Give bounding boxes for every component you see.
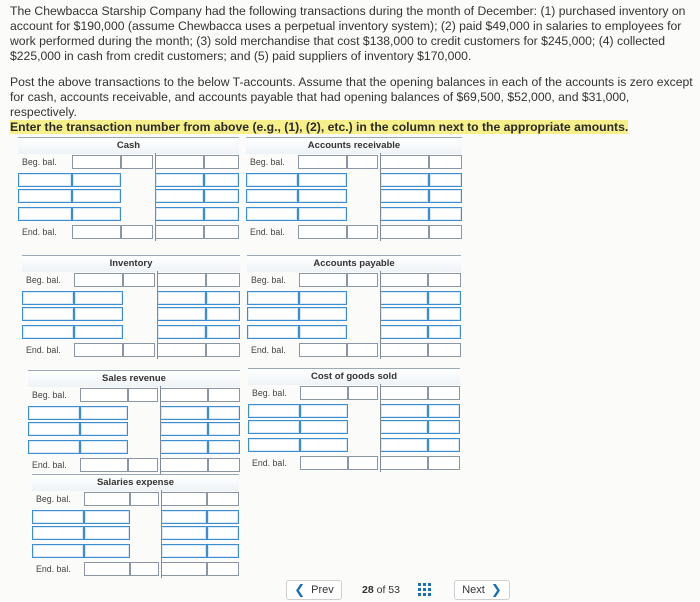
problem-paragraph-2-text: Post the above transactions to the below T-accounts. Assume that the opening balances in each of the accounts is zero except for cash, accounts receivable, and accounts payable that had opening balances of $69,500, $52,000, and $31,000, respectively.: [10, 75, 693, 119]
credit-amount-input[interactable]: [380, 225, 429, 239]
debit-ref-input[interactable]: [123, 273, 155, 287]
credit-amount-input[interactable]: [161, 492, 207, 506]
credit-ref-input[interactable]: [428, 291, 461, 305]
credit-ref-input[interactable]: [204, 207, 239, 221]
credit-ref-input[interactable]: [428, 438, 460, 452]
debit-ref-input[interactable]: [348, 386, 378, 400]
chevron-left-icon: ❮: [294, 582, 306, 597]
end-bal-label: End. bal.: [32, 460, 67, 470]
t-divider: [160, 386, 161, 474]
debit-ref-input[interactable]: [18, 207, 72, 221]
debit-amount-input[interactable]: [72, 225, 121, 239]
t-account-salaries-expense: [32, 474, 239, 600]
credit-amount-input[interactable]: [380, 207, 429, 221]
account-row: [246, 155, 462, 169]
debit-ref-input[interactable]: [18, 189, 72, 203]
credit-ref-input[interactable]: [429, 189, 462, 203]
end-bal-label: End. bal.: [252, 458, 287, 468]
debit-ref-input[interactable]: [130, 562, 159, 576]
debit-ref-input[interactable]: [28, 422, 80, 436]
t-divider: [380, 153, 381, 241]
debit-amount-input[interactable]: [84, 544, 130, 558]
credit-ref-input[interactable]: [429, 173, 462, 187]
account-row: [247, 273, 461, 287]
credit-ref-input[interactable]: [428, 307, 461, 321]
account-row: [22, 273, 240, 287]
account-row: [18, 155, 239, 169]
account-row: [246, 189, 462, 203]
credit-amount-input[interactable]: [380, 438, 428, 452]
t-divider: [157, 271, 158, 359]
next-label: Next: [462, 584, 485, 596]
debit-amount-input[interactable]: [80, 406, 128, 420]
credit-ref-input[interactable]: [204, 225, 239, 239]
debit-amount-input[interactable]: [84, 492, 130, 506]
prev-label: Prev: [311, 584, 334, 596]
beg-bal-label: Beg. bal.: [250, 157, 285, 167]
beg-bal-label: Beg. bal.: [32, 390, 67, 400]
t-account-inventory: [22, 255, 240, 381]
t-divider: [380, 384, 381, 472]
account-title: Inventory: [109, 258, 153, 269]
debit-ref-input[interactable]: [32, 526, 84, 540]
debit-ref-input[interactable]: [123, 343, 155, 357]
debit-ref-input[interactable]: [347, 155, 378, 169]
debit-amount-input[interactable]: [72, 155, 121, 169]
account-row: [247, 291, 461, 305]
credit-amount-input[interactable]: [155, 207, 204, 221]
debit-amount-input[interactable]: [80, 458, 128, 472]
credit-ref-input[interactable]: [428, 456, 460, 470]
debit-ref-input[interactable]: [128, 458, 158, 472]
credit-ref-input[interactable]: [208, 422, 240, 436]
account-row: [248, 404, 460, 418]
credit-amount-input[interactable]: [157, 343, 206, 357]
account-row: [32, 526, 239, 540]
beg-bal-label: Beg. bal.: [36, 494, 71, 504]
debit-amount-input[interactable]: [299, 273, 347, 287]
debit-amount-input[interactable]: [72, 173, 121, 187]
debit-ref-input[interactable]: [348, 456, 378, 470]
credit-ref-input[interactable]: [207, 526, 239, 540]
account-row: [247, 307, 461, 321]
debit-amount-input[interactable]: [84, 526, 130, 540]
credit-ref-input[interactable]: [204, 155, 239, 169]
credit-ref-input[interactable]: [428, 404, 460, 418]
debit-amount-input[interactable]: [74, 343, 123, 357]
account-header: [32, 474, 239, 491]
account-row: [248, 420, 460, 434]
t-account-accounts-receivable: [246, 137, 462, 263]
credit-ref-input[interactable]: [208, 406, 240, 420]
account-row: [22, 291, 240, 305]
beg-bal-label: Beg. bal.: [251, 275, 286, 285]
debit-amount-input[interactable]: [80, 388, 128, 402]
debit-amount-input[interactable]: [74, 325, 123, 339]
credit-ref-input[interactable]: [207, 510, 239, 524]
debit-amount-input[interactable]: [74, 291, 123, 305]
account-title: Cash: [116, 140, 141, 151]
account-row: [18, 207, 239, 221]
debit-ref-input[interactable]: [22, 291, 74, 305]
debit-amount-input[interactable]: [299, 325, 347, 339]
account-row: [28, 422, 240, 436]
prev-button[interactable]: [286, 580, 342, 600]
credit-ref-input[interactable]: [429, 155, 462, 169]
credit-ref-input[interactable]: [208, 388, 240, 402]
page-total: 53: [388, 584, 400, 596]
account-row: [246, 207, 462, 221]
debit-amount-input[interactable]: [299, 307, 347, 321]
debit-amount-input[interactable]: [72, 207, 121, 221]
credit-amount-input[interactable]: [160, 388, 208, 402]
credit-amount-input[interactable]: [160, 458, 208, 472]
t-account-accounts-payable: [247, 255, 461, 381]
account-header: [247, 255, 461, 272]
credit-amount-input[interactable]: [160, 440, 208, 454]
t-divider: [161, 490, 162, 578]
debit-amount-input[interactable]: [298, 225, 347, 239]
debit-ref-input[interactable]: [248, 438, 300, 452]
account-title: Cost of goods sold: [310, 371, 398, 382]
credit-amount-input[interactable]: [380, 291, 428, 305]
credit-ref-input[interactable]: [208, 458, 240, 472]
debit-amount-input[interactable]: [74, 273, 123, 287]
credit-ref-input[interactable]: [206, 291, 240, 305]
account-row: [32, 544, 239, 558]
end-bal-label: End. bal.: [26, 345, 61, 355]
problem-paragraph-1: The Chewbacca Starship Company had the following transactions during the month of December: (1) purchased inventory on account for $190,000 (assume Chewbacca uses a perpetual inventory system); (2) paid $49,000 in salaries to employees for work performed during the month; (3) sold merchandise that cost $138,000 to credit customers for $245,000; (4) collected $225,000 in cash from credit customers; and (5) paid suppliers of inventory $170,000.: [10, 4, 686, 63]
problem-paragraph-2: [10, 75, 694, 135]
account-header: [18, 137, 239, 154]
debit-amount-input[interactable]: [72, 189, 121, 203]
debit-ref-input[interactable]: [128, 388, 158, 402]
credit-ref-input[interactable]: [206, 343, 240, 357]
credit-ref-input[interactable]: [204, 189, 239, 203]
account-header: [248, 368, 460, 385]
account-row: [18, 173, 239, 187]
debit-ref-input[interactable]: [246, 173, 298, 187]
credit-ref-input[interactable]: [428, 325, 461, 339]
credit-ref-input[interactable]: [204, 173, 239, 187]
credit-ref-input[interactable]: [207, 492, 239, 506]
credit-amount-input[interactable]: [155, 225, 204, 239]
debit-ref-input[interactable]: [121, 155, 153, 169]
credit-amount-input[interactable]: [380, 307, 428, 321]
end-bal-label: End. bal.: [250, 227, 285, 237]
beg-bal-label: Beg. bal.: [26, 275, 61, 285]
account-row: [247, 325, 461, 339]
account-title: Sales revenue: [102, 373, 166, 384]
debit-ref-input[interactable]: [28, 406, 80, 420]
account-header: [22, 255, 240, 272]
account-row: [246, 225, 462, 239]
debit-amount-input[interactable]: [80, 422, 128, 436]
credit-amount-input[interactable]: [380, 343, 428, 357]
debit-amount-input[interactable]: [299, 291, 347, 305]
debit-amount-input[interactable]: [84, 510, 130, 524]
credit-amount-input[interactable]: [160, 422, 208, 436]
end-bal-label: End. bal.: [251, 345, 286, 355]
credit-ref-input[interactable]: [207, 544, 239, 558]
credit-ref-input[interactable]: [429, 207, 462, 221]
debit-ref-input[interactable]: [22, 325, 74, 339]
debit-ref-input[interactable]: [347, 273, 378, 287]
chevron-right-icon: ❯: [490, 582, 502, 597]
instruction-highlight: Enter the transaction number from above (e.g., (1), (2), etc.) in the column next to the appropriate amounts.: [10, 120, 629, 134]
page-of: of: [376, 584, 386, 596]
pagination-bar: [286, 580, 526, 600]
debit-amount-input[interactable]: [300, 420, 348, 434]
account-row: [22, 307, 240, 321]
credit-amount-input[interactable]: [160, 406, 208, 420]
credit-ref-input[interactable]: [206, 307, 240, 321]
credit-amount-input[interactable]: [380, 325, 428, 339]
credit-amount-input[interactable]: [380, 386, 428, 400]
debit-amount-input[interactable]: [80, 440, 128, 454]
debit-ref-input[interactable]: [248, 420, 300, 434]
credit-amount-input[interactable]: [161, 526, 207, 540]
t-account-cost-of-goods-sold: [248, 368, 460, 494]
debit-ref-input[interactable]: [130, 492, 159, 506]
account-row: [22, 343, 240, 357]
credit-amount-input[interactable]: [157, 273, 206, 287]
debit-ref-input[interactable]: [248, 404, 300, 418]
debit-amount-input[interactable]: [298, 155, 347, 169]
credit-ref-input[interactable]: [428, 386, 460, 400]
debit-ref-input[interactable]: [18, 173, 72, 187]
credit-ref-input[interactable]: [428, 343, 461, 357]
account-row: [28, 406, 240, 420]
credit-amount-input[interactable]: [157, 307, 206, 321]
t-account-cash: [18, 137, 239, 263]
account-row: [246, 173, 462, 187]
debit-amount-input[interactable]: [298, 207, 347, 221]
page-indicator: [362, 584, 400, 596]
credit-amount-input[interactable]: [155, 155, 204, 169]
credit-ref-input[interactable]: [207, 562, 239, 576]
debit-ref-input[interactable]: [247, 325, 299, 339]
account-row: [32, 562, 239, 576]
account-row: [32, 492, 239, 506]
credit-amount-input[interactable]: [380, 189, 429, 203]
account-row: [28, 388, 240, 402]
grid-icon[interactable]: [418, 583, 431, 596]
account-row: [247, 343, 461, 357]
credit-ref-input[interactable]: [428, 273, 461, 287]
debit-ref-input[interactable]: [32, 544, 84, 558]
account-row: [18, 189, 239, 203]
debit-ref-input[interactable]: [28, 440, 80, 454]
debit-ref-input[interactable]: [121, 225, 153, 239]
debit-amount-input[interactable]: [300, 404, 348, 418]
credit-ref-input[interactable]: [429, 225, 462, 239]
credit-ref-input[interactable]: [428, 420, 460, 434]
debit-amount-input[interactable]: [298, 173, 347, 187]
end-bal-label: End. bal.: [36, 564, 71, 574]
account-row: [32, 510, 239, 524]
next-button[interactable]: [454, 580, 510, 600]
credit-amount-input[interactable]: [155, 173, 204, 187]
debit-ref-input[interactable]: [246, 189, 298, 203]
account-row: [248, 456, 460, 470]
debit-amount-input[interactable]: [300, 386, 348, 400]
debit-ref-input[interactable]: [347, 343, 378, 357]
debit-amount-input[interactable]: [299, 343, 347, 357]
credit-amount-input[interactable]: [380, 404, 428, 418]
debit-amount-input[interactable]: [300, 438, 348, 452]
account-row: [22, 325, 240, 339]
credit-amount-input[interactable]: [380, 420, 428, 434]
debit-ref-input[interactable]: [246, 207, 298, 221]
page-current: 28: [362, 584, 374, 596]
debit-ref-input[interactable]: [32, 510, 84, 524]
t-divider: [380, 271, 381, 359]
debit-amount-input[interactable]: [74, 307, 123, 321]
credit-amount-input[interactable]: [157, 291, 206, 305]
credit-ref-input[interactable]: [206, 325, 240, 339]
debit-ref-input[interactable]: [247, 291, 299, 305]
problem-text: [10, 4, 694, 135]
account-title: Accounts payable: [313, 258, 395, 269]
credit-ref-input[interactable]: [208, 440, 240, 454]
debit-ref-input[interactable]: [347, 225, 378, 239]
beg-bal-label: Beg. bal.: [22, 157, 57, 167]
credit-amount-input[interactable]: [161, 544, 207, 558]
credit-amount-input[interactable]: [157, 325, 206, 339]
account-title: Salaries expense: [96, 477, 175, 488]
debit-ref-input[interactable]: [22, 307, 74, 321]
debit-ref-input[interactable]: [247, 307, 299, 321]
credit-amount-input[interactable]: [161, 562, 207, 576]
account-row: [248, 438, 460, 452]
end-bal-label: End. bal.: [22, 227, 57, 237]
account-row: [18, 225, 239, 239]
credit-amount-input[interactable]: [380, 273, 428, 287]
debit-amount-input[interactable]: [84, 562, 130, 576]
credit-amount-input[interactable]: [380, 155, 429, 169]
account-row: [248, 386, 460, 400]
debit-amount-input[interactable]: [300, 456, 348, 470]
account-header: [246, 137, 462, 154]
credit-amount-input[interactable]: [380, 173, 429, 187]
account-header: [28, 370, 240, 387]
credit-ref-input[interactable]: [206, 273, 240, 287]
account-row: [28, 458, 240, 472]
account-title: Accounts receivable: [307, 140, 401, 151]
credit-amount-input[interactable]: [161, 510, 207, 524]
credit-amount-input[interactable]: [380, 456, 428, 470]
beg-bal-label: Beg. bal.: [252, 388, 287, 398]
account-row: [28, 440, 240, 454]
credit-amount-input[interactable]: [155, 189, 204, 203]
debit-amount-input[interactable]: [298, 189, 347, 203]
t-divider: [155, 153, 156, 241]
